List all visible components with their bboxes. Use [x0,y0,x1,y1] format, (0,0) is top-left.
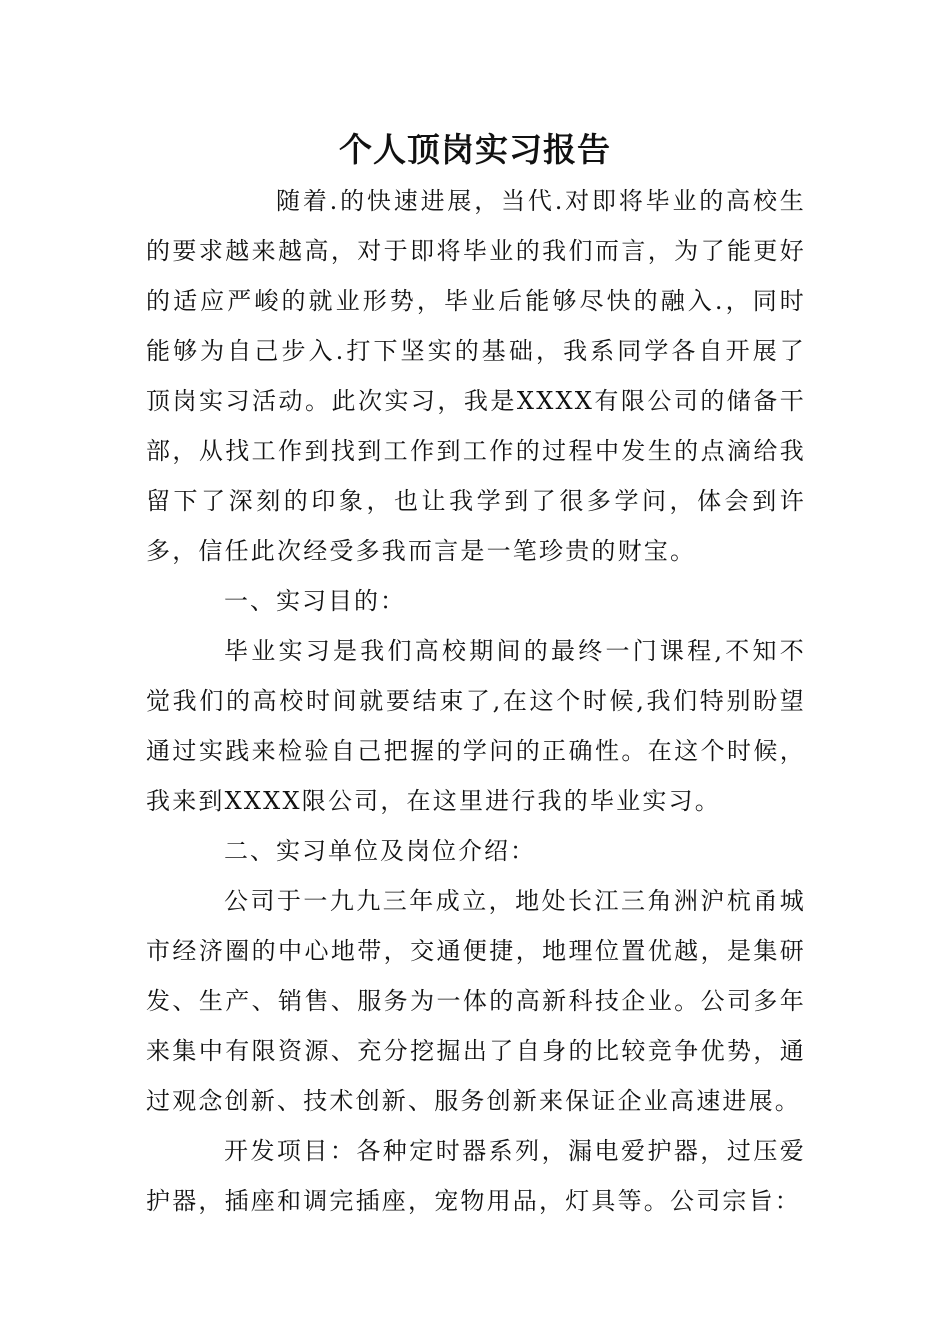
purpose-paragraph: 毕业实习是我们高校期间的最终一门课程,不知不觉我们的高校时间就要结束了,在这个时候,我们特别盼望通过实践来检验自己把握的学问的正确性。在这个时候，我来到XXXX限公司，在这里进行我的毕业实习。 [146,637,806,815]
intro-paragraph: 随着.的快速进展，当代.对即将毕业的高校生的要求越来越高，对于即将毕业的我们而言，为了能更好的适应严峻的就业形势，毕业后能够尽快的融入.，同时能够为自己步入.打下坚实的基础，我系同学各自开展了顶岗实习活动。此次实习，我是XXXX有限公司的储备干部，从找工作到找到工作到工作的过程中发生的点滴给我留下了深刻的印象，也让我学到了很多学问，体会到许多，信任此次经受多我而言是一笔珍贵的财宝。 [146,187,806,565]
section-heading-purpose: 一、实习目的： [224,587,406,615]
document-body [146,176,806,1226]
projects-paragraph: 开发项目：各种定时器系列，漏电爱护器，过压爱护器，插座和调完插座，宠物用品，灯具等。公司宗旨： [146,1137,806,1215]
company-paragraph: 公司于一九九三年成立，地处长江三角洲沪杭甬城市经济圈的中心地带，交通便捷，地理位置优越，是集研发、生产、销售、服务为一体的高新科技企业。公司多年来集中有限资源、充分挖掘出了自身的比较竞争优势，通过观念创新、技术创新、服务创新来保证企业高速进展。 [146,887,806,1115]
document-title: 个人顶岗实习报告 [339,130,611,169]
section-heading-company: 二、实习单位及岗位介绍： [224,837,536,865]
